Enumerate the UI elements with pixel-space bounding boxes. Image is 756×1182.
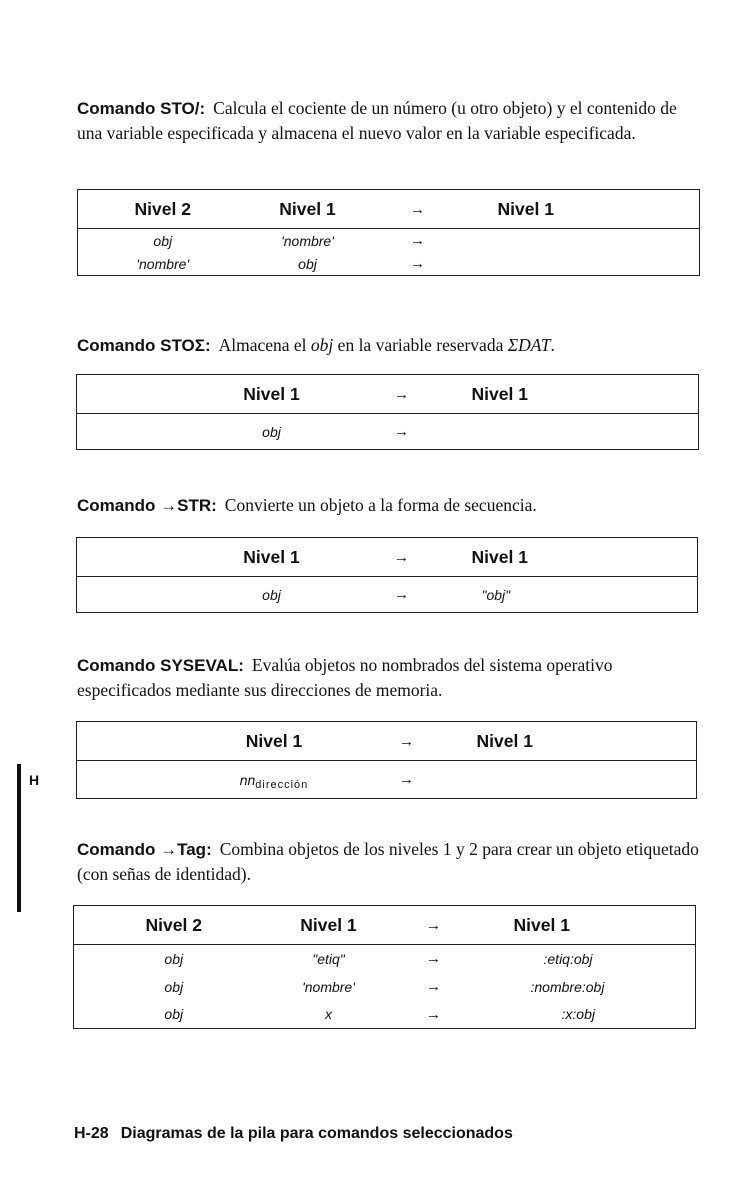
- cell: x: [325, 1006, 332, 1023]
- table-header-row: [77, 722, 697, 761]
- table-header-row: [77, 538, 698, 577]
- header-level2: Nivel 2: [74, 906, 274, 945]
- page-footer: [74, 1125, 513, 1143]
- table-header-row: [78, 190, 700, 229]
- description-obj: obj: [310, 335, 334, 355]
- section-description: [77, 653, 699, 703]
- table-header-row: [77, 375, 699, 414]
- header-arrow: →: [347, 375, 457, 414]
- header-result-level1: Nivel 1: [462, 722, 697, 761]
- table-row: [77, 761, 697, 799]
- chapter-edge-tab: [17, 764, 21, 912]
- section-description: [77, 333, 699, 358]
- table-row: [78, 229, 700, 253]
- stack-diagram-sto-divide: [77, 189, 700, 276]
- cell: [468, 229, 700, 253]
- table-row: [74, 973, 696, 1001]
- stack-diagram-syseval: [76, 721, 697, 799]
- header-level1: Nivel 1: [274, 906, 384, 945]
- header-arrow: →: [368, 190, 468, 229]
- arrow-cell: →: [426, 950, 441, 968]
- address-subscript: dirección: [255, 778, 309, 791]
- header-arrow: →: [384, 906, 484, 945]
- cell: 'nombre': [302, 978, 355, 995]
- footer-title: Diagramas de la pila para comandos seleccionados: [120, 1125, 513, 1142]
- table-row: [78, 252, 700, 276]
- header-level2: Nivel 2: [78, 190, 248, 229]
- cell: [457, 414, 699, 450]
- arrow-cell: →: [410, 255, 425, 272]
- cell: obj: [262, 586, 281, 603]
- header-arrow: →: [347, 538, 457, 577]
- command-name: Comando SYSEVAL:: [77, 656, 244, 675]
- command-name: Comando →STR:: [77, 496, 217, 515]
- cell: [468, 252, 700, 276]
- cell: "etiq": [312, 950, 345, 967]
- stack-diagram-to-str: [76, 537, 698, 613]
- stack-diagram-sto-sigma: [76, 374, 699, 450]
- description-mid: en la variable reservada: [337, 335, 504, 355]
- cell: obj: [164, 950, 184, 967]
- command-name: Comando STOΣ:: [77, 336, 211, 355]
- description-end: .: [550, 335, 555, 355]
- cell: obj: [298, 255, 317, 272]
- description-text: Evalúa objetos no nombrados del sistema operativo especificados mediante sus direcciones de memoria.: [77, 655, 613, 700]
- description-text: Convierte un objeto a la forma de secuencia.: [224, 495, 537, 515]
- section-to-str: [77, 493, 699, 518]
- page-number: H-28: [74, 1125, 109, 1142]
- description-var: ΣDAT: [507, 335, 551, 355]
- section-description: [77, 837, 699, 887]
- cell: :etiq:obj: [543, 950, 593, 967]
- description-text: Calcula el cociente de un número (u otro objeto) y el contenido de una variable especificada y almacena el nuevo valor en la variable especificada.: [77, 98, 677, 143]
- table-row: [74, 945, 696, 973]
- cell: 'nombre': [136, 255, 190, 272]
- section-sto-sigma: [77, 333, 699, 358]
- description-prefix: Almacena el: [218, 335, 307, 355]
- arrow-cell: →: [410, 232, 425, 249]
- command-name: Comando →Tag:: [77, 840, 212, 859]
- header-level1: Nivel 1: [197, 722, 352, 761]
- cell: :nombre:obj: [530, 978, 605, 995]
- header-result-level1: Nivel 1: [468, 190, 700, 229]
- cell-address: [197, 761, 352, 799]
- header-result-level1: Nivel 1: [457, 375, 699, 414]
- table-row: [77, 414, 699, 450]
- header-level1: Nivel 1: [197, 538, 347, 577]
- table-header-row: [74, 906, 696, 945]
- arrow-cell: →: [426, 978, 441, 995]
- header-arrow: →: [352, 722, 462, 761]
- table-row: [74, 1001, 696, 1029]
- arrow-cell: →: [426, 1005, 441, 1023]
- cell: obj: [164, 1006, 184, 1023]
- table-row: [77, 577, 698, 613]
- cell: 'nombre': [281, 232, 334, 249]
- cell: :x:obj: [561, 1006, 595, 1023]
- arrow-cell: →: [399, 771, 414, 788]
- section-description: [77, 493, 699, 518]
- header-result-level1: Nivel 1: [457, 538, 698, 577]
- stack-diagram-to-tag: [73, 905, 696, 1029]
- section-to-tag: [77, 837, 699, 887]
- header-result-level1: Nivel 1: [484, 906, 696, 945]
- arrow-cell: →: [394, 586, 409, 603]
- arrow-cell: →: [394, 423, 409, 440]
- nn-text: nn: [239, 771, 256, 788]
- section-sto-divide: [77, 96, 699, 146]
- header-level1: Nivel 1: [248, 190, 368, 229]
- cell: obj: [164, 978, 184, 995]
- cell: "obj": [481, 586, 511, 603]
- section-description: [77, 96, 699, 146]
- cell: obj: [153, 232, 173, 249]
- command-name: Comando STO/:: [77, 99, 206, 118]
- edge-tab-letter: H: [29, 772, 40, 788]
- cell: obj: [262, 423, 281, 440]
- section-syseval: [77, 653, 699, 703]
- header-level1: Nivel 1: [197, 375, 347, 414]
- description-text: Combina objetos de los niveles 1 y 2 para crear un objeto etiquetado (con señas de identidad).: [77, 839, 699, 884]
